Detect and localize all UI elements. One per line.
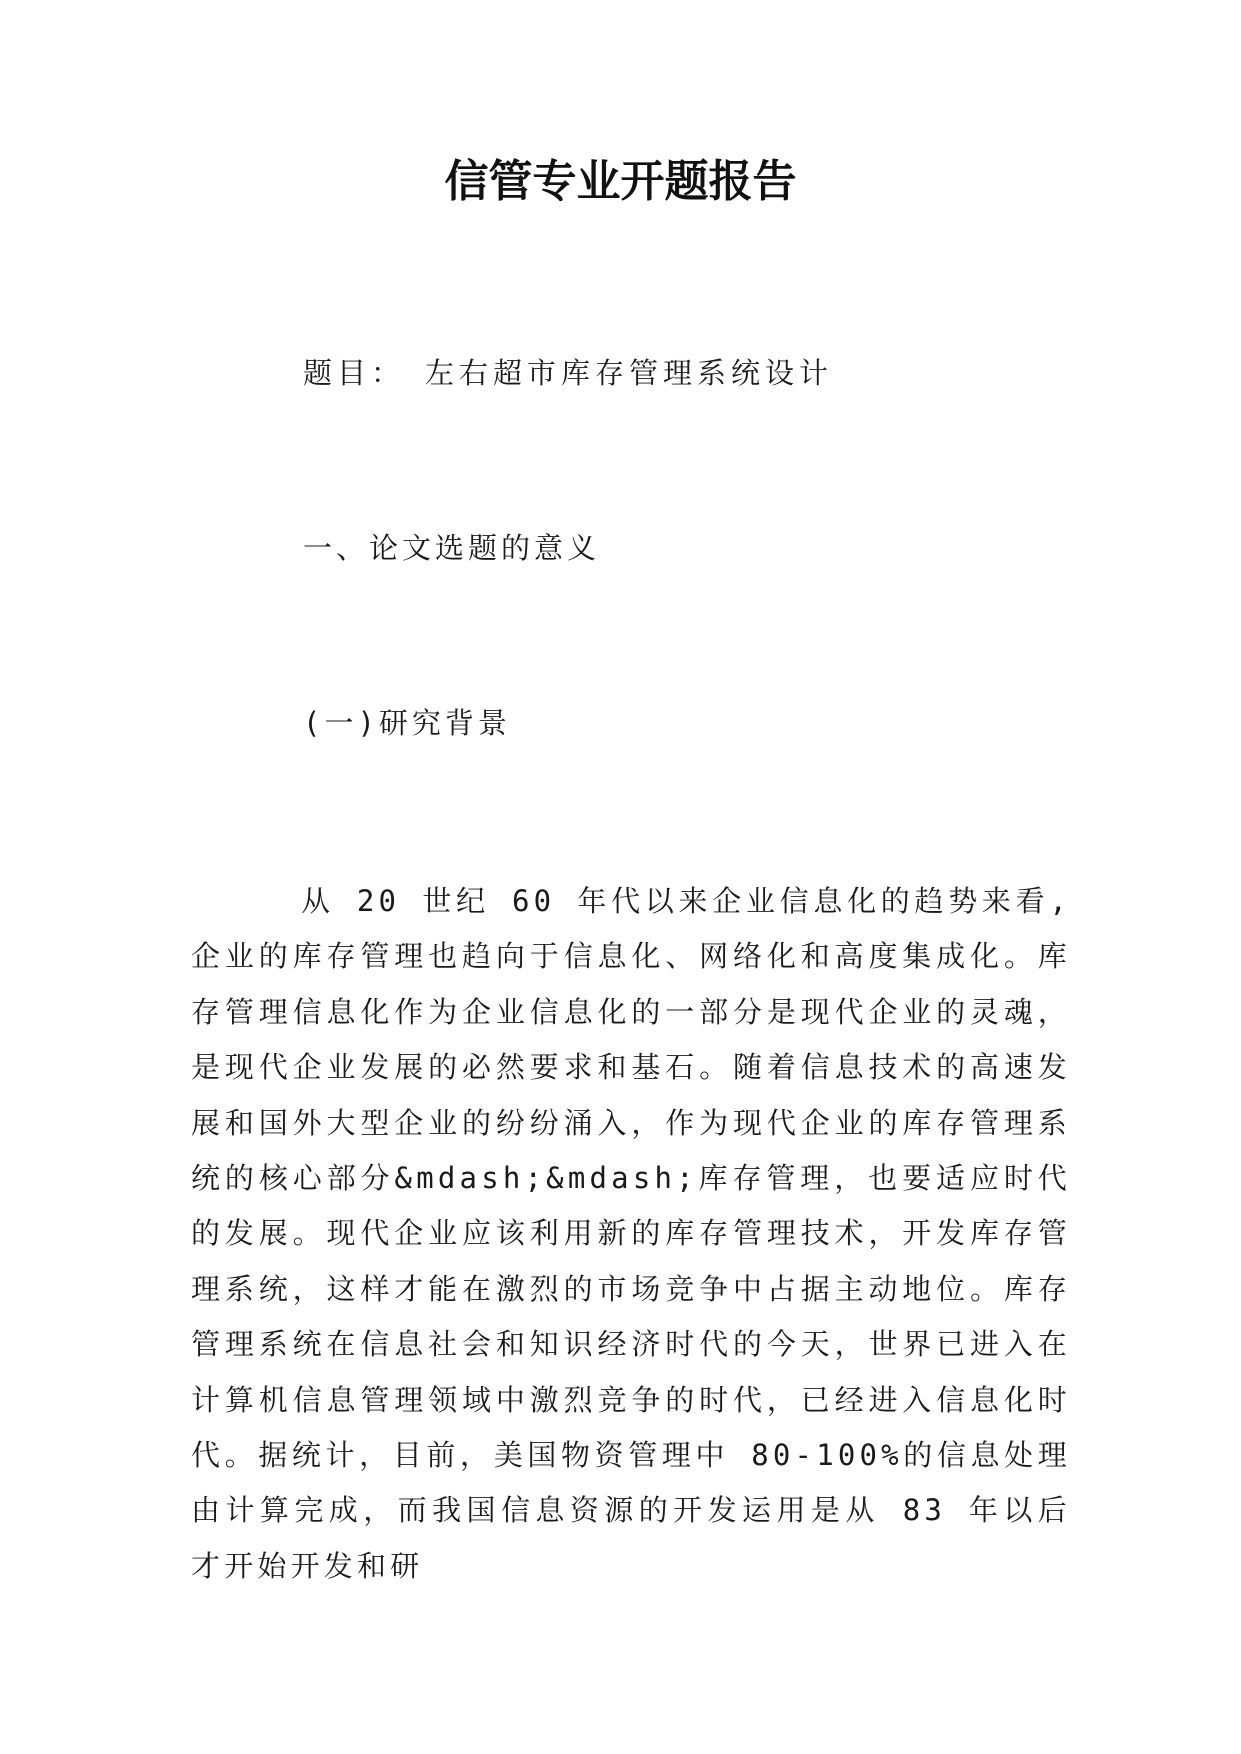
topic-value: 左右超市库存管理系统设计 [425, 356, 834, 390]
body-paragraph: 从 20 世纪 60 年代以来企业信息化的趋势来看,企业的库存管理也趋向于信息化、网络化和高度集成化。库存管理信息化作为企业信息化的一部分是现代企业的灵魂，是现代企业发展的必然要求和基石。随着信息技术的高速发展和国外大型企业的纷纷涌入，作为现代企业的库存管理系统的核心部分&mdash;&mdash;库存管理，也要适应时代的发展。现代企业应该利用新的库存管理技术，开发库存管理系统，这样才能在激烈的市场竞争中占据主动地位。库存管理系统在信息社会和知识经济时代的今天，世界已进入在计算机信息管理领域中激烈竞争的时代，已经进入信息化时代。据统计，目前，美国物资管理中 80-100%的信息处理由计算完成，而我国信息资源的开发运用是从 83 年以后才开始开发和研 [191, 884, 1071, 1583]
subsection-heading: (一)研究背景 [303, 706, 511, 740]
section-heading: 一、论文选题的意义 [303, 531, 601, 565]
document-title: 信管专业开题报告 [444, 156, 797, 207]
topic-line [303, 353, 833, 393]
topic-label: 题目： [303, 356, 406, 390]
